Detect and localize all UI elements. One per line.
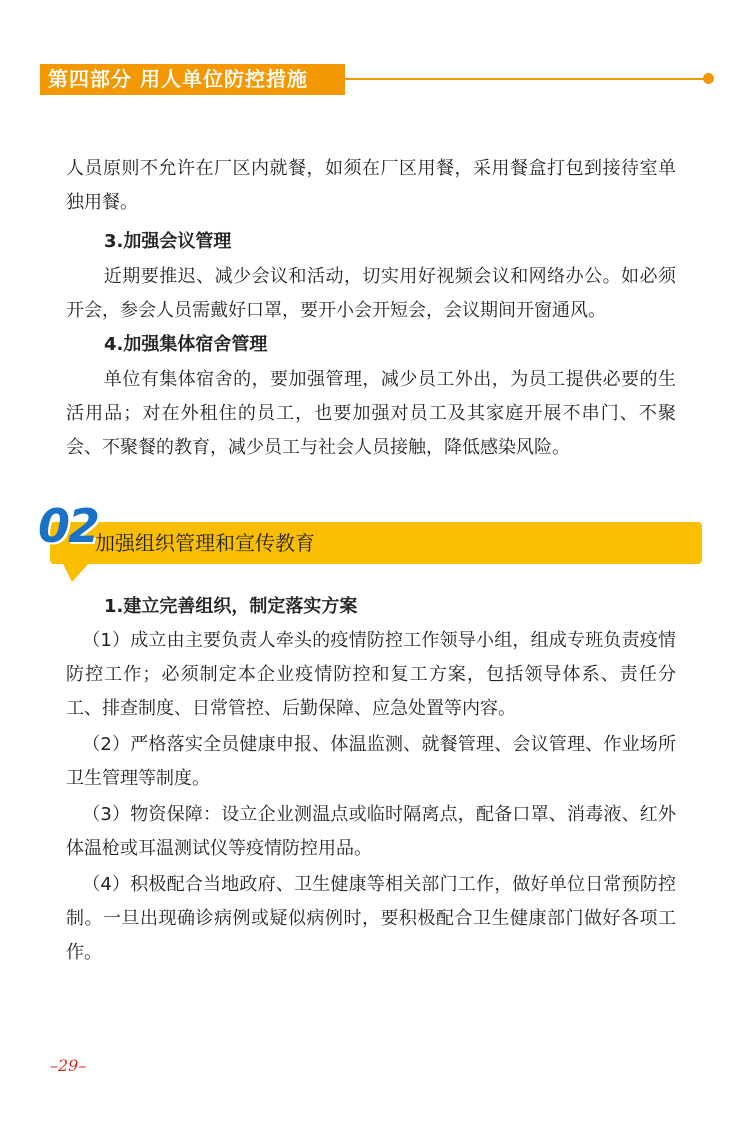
heading-meeting-management: 3.加强会议管理 bbox=[104, 231, 232, 252]
section-header bbox=[40, 64, 345, 95]
list-item-2: （2）严格落实全员健康申报、体温监测、就餐管理、会议管理、作业场所卫生管理等制度。 bbox=[66, 734, 676, 789]
list-item-4: （4）积极配合当地政府、卫生健康等相关部门工作，做好单位日常预防控制。一旦出现确诊病例或疑似病例时，要积极配合卫生健康部门做好各项工作。 bbox=[66, 874, 676, 963]
paragraph-meeting: 近期要推迟、减少会议和活动，切实用好视频会议和网络办公。如必须开会，参会人员需戴好口罩，要开小会开短会，会议期间开窗通风。 bbox=[66, 266, 676, 321]
heading-dormitory-management: 4.加强集体宿舍管理 bbox=[104, 334, 268, 355]
heading-organization: 1.建立完善组织，制定落实方案 bbox=[104, 596, 358, 617]
list-item-1: （1）成立由主要负责人牵头的疫情防控工作领导小组，组成专班负责疫情防控工作；必须制定本企业疫情防控和复工方案，包括领导体系、责任分工、排查制度、日常管控、后勤保障、应急处置等内容。 bbox=[66, 630, 676, 719]
header-dot bbox=[703, 73, 714, 84]
paragraph-dormitory: 单位有集体宿舍的，要加强管理，减少员工外出，为员工提供必要的生活用品；对在外租住的员工，也要加强对员工及其家庭开展不串门、不聚会、不聚餐的教育，减少员工与社会人员接触，降低感染风险。 bbox=[66, 369, 676, 458]
section-header-title: 第四部分 用人单位防控措施 bbox=[48, 67, 308, 91]
section-title: 加强组织管理和宣传教育 bbox=[95, 531, 315, 555]
section-number: 02 bbox=[38, 499, 99, 553]
paragraph-continued: 人员原则不允许在厂区内就餐，如须在厂区用餐，采用餐盒打包到接待室单独用餐。 bbox=[66, 158, 676, 213]
banner-tail bbox=[62, 562, 90, 582]
list-item-3: （3）物资保障：设立企业测温点或临时隔离点，配备口罩、消毒液、红外体温枪或耳温测试仪等疫情防控用品。 bbox=[66, 804, 676, 859]
header-rule bbox=[345, 78, 708, 80]
page-number: –29– bbox=[50, 1056, 87, 1075]
